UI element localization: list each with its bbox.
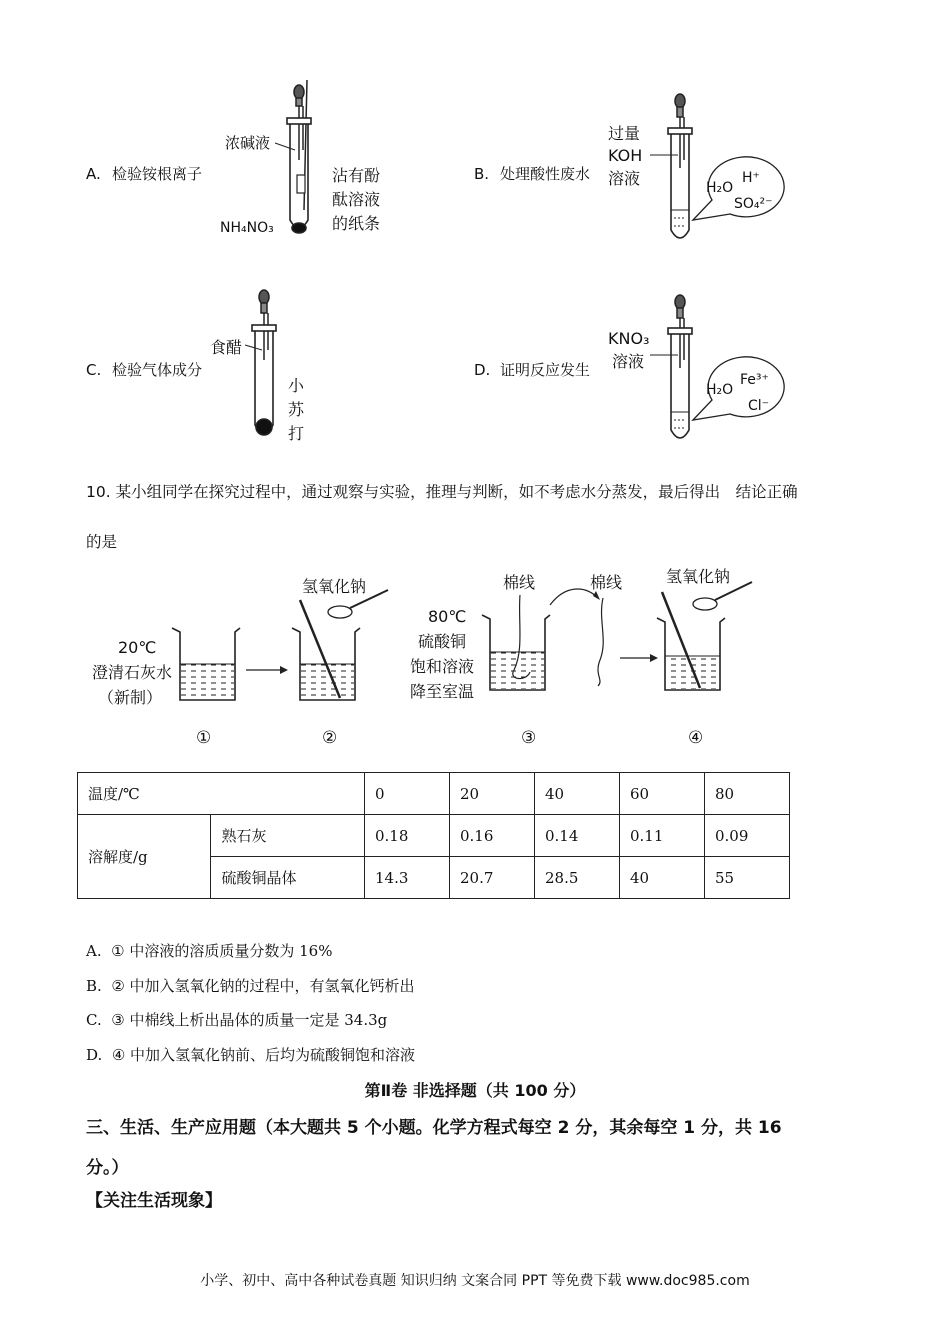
choice-d [86, 1044, 415, 1065]
label-reagent-a: 浓碱液 [225, 134, 271, 152]
ion-d-1: H₂O [706, 382, 734, 398]
arrow-1 [246, 666, 288, 674]
table-cell: 80 [705, 773, 790, 815]
subheading: 【关注生活现象】 [86, 1191, 222, 1211]
beaker-1-label-1: 20℃ [118, 638, 157, 657]
option-c-text: 检验气体成分 [112, 361, 203, 379]
table-header-label: 温度/℃ [78, 773, 365, 815]
beaker-3-label-4: 降至室温 [410, 682, 475, 701]
beaker-2-label: 氢氧化钠 [302, 577, 367, 596]
ion-bubble-b [693, 157, 784, 220]
part3-line1: 三、生活、生产应用题（本大题共 5 个小题。化学方程式每空 2 分，其余每空 1 分，共 16 [86, 1118, 782, 1138]
beaker-3-label-3: 饱和溶液 [410, 657, 475, 676]
table-cell: 55 [705, 857, 790, 899]
ion-b-3: SO₄²⁻ [734, 196, 773, 212]
beaker-3-label-2: 硫酸铜 [418, 632, 467, 651]
footer-text: 小学、初中、高中各种试卷真题 知识归纳 文案合同 PPT 等免费下载 www.doc985.com [200, 1273, 750, 1289]
table-cell: 14.3 [365, 857, 450, 899]
table-row [78, 815, 790, 857]
choice-a [86, 940, 332, 961]
table-cell: 0 [365, 773, 450, 815]
beaker-1 [92, 628, 240, 707]
choice-d-text: ④ 中加入氢氧化钠前、后均为硫酸铜饱和溶液 [111, 1046, 416, 1064]
table-cell: 40 [620, 857, 705, 899]
beaker-1-label-3: （新制） [98, 688, 163, 707]
choice-a-letter: A. [86, 942, 102, 960]
choice-c-letter: C. [86, 1011, 102, 1029]
option-a-text: 检验铵根离子 [112, 165, 203, 183]
label-paper-a-3: 的纸条 [332, 214, 381, 233]
ion-b-1: H₂O [706, 180, 734, 196]
label-paper-a-1: 沾有酚 [332, 166, 381, 185]
thread-label: 棉线 [590, 573, 623, 592]
table-cell: 0.14 [535, 815, 620, 857]
question-10-line2: 的是 [86, 533, 118, 551]
table-cell: 0.16 [450, 815, 535, 857]
option-c [86, 290, 305, 443]
table-cell: 40 [535, 773, 620, 815]
table-group-label: 溶解度/g [78, 815, 211, 899]
ion-bubble-d [693, 357, 784, 420]
label-reagent-c: 食醋 [210, 338, 243, 357]
option-b-letter: B. [474, 165, 490, 183]
label-solid-c-2: 苏 [288, 400, 305, 419]
beaker-4 [657, 567, 752, 690]
thread-icon [598, 598, 603, 686]
table-cell: 0.18 [365, 815, 450, 857]
table-cell: 28.5 [535, 857, 620, 899]
choice-b [86, 975, 415, 996]
beaker-3 [410, 573, 550, 701]
choice-b-text: ② 中加入氢氧化钠的过程中，有氢氧化钙析出 [111, 977, 415, 995]
spoon-icon [693, 582, 752, 610]
solubility-table [77, 772, 790, 899]
label-solid-c-3: 打 [288, 424, 305, 443]
label-paper-a-2: 酞溶液 [332, 190, 381, 209]
option-d-text: 证明反应发生 [500, 361, 591, 379]
label-reagent-d-1: KNO₃ [608, 329, 650, 348]
ion-b-2: H⁺ [742, 170, 760, 186]
choice-b-letter: B. [86, 977, 102, 995]
step-number-1: ① [196, 728, 212, 748]
option-a [86, 80, 380, 236]
option-b [474, 94, 784, 238]
option-d-letter: D. [474, 361, 491, 379]
label-reagent-b-1: 过量 [608, 124, 641, 143]
label-solid-a: NH₄NO₃ [220, 220, 274, 236]
table-row-name: 熟石灰 [211, 815, 365, 857]
option-b-text: 处理酸性废水 [500, 165, 591, 183]
step-number-2: ② [322, 728, 338, 748]
option-a-letter: A. [86, 165, 101, 183]
beaker-2 [292, 577, 388, 700]
choice-d-letter: D. [86, 1046, 103, 1064]
step-number-4: ④ [688, 728, 704, 748]
choice-c-text: ③ 中棉线上析出晶体的质量一定是 34.3g [111, 1011, 388, 1029]
ion-d-3: Cl⁻ [748, 398, 770, 414]
ion-d-2: Fe³⁺ [740, 372, 769, 388]
beaker-3-label-1: 80℃ [428, 607, 467, 626]
label-reagent-d-2: 溶液 [612, 352, 645, 371]
table-cell: 0.09 [705, 815, 790, 857]
part3-line2: 分。） [86, 1158, 129, 1178]
choice-a-text: ① 中溶液的溶质质量分数为 16% [111, 942, 333, 960]
label-solid-c-1: 小 [288, 376, 305, 395]
beaker-figure [0, 560, 950, 760]
table-cell: 60 [620, 773, 705, 815]
beaker-3-top-label: 棉线 [503, 573, 536, 592]
table-cell: 20.7 [450, 857, 535, 899]
options-figure [0, 0, 950, 460]
arrow-2 [620, 654, 658, 662]
table-cell: 0.11 [620, 815, 705, 857]
step-number-3: ③ [521, 728, 537, 748]
beaker-4-label: 氢氧化钠 [666, 567, 731, 586]
option-d [474, 295, 784, 438]
table-cell: 20 [450, 773, 535, 815]
choice-c [86, 1009, 387, 1030]
section-title: 第Ⅱ卷 非选择题（共 100 分） [364, 1081, 586, 1100]
beaker-1-label-2: 澄清石灰水 [92, 663, 173, 682]
label-reagent-b-2: KOH [608, 146, 643, 165]
option-c-letter: C. [86, 361, 102, 379]
label-reagent-b-3: 溶液 [608, 169, 641, 188]
question-10-line1: 10. 某小组同学在探究过程中，通过观察与实验，推理与判断，如不考虑水分蒸发，最后得出 结论正确 [86, 483, 798, 501]
table-row [78, 773, 790, 815]
table-row-name: 硫酸铜晶体 [211, 857, 365, 899]
